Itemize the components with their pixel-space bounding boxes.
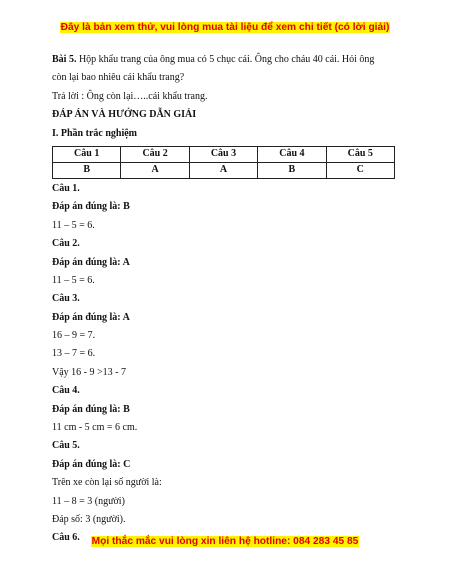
- table-answer-cell: A: [121, 162, 189, 178]
- question-1-answer: Đáp án đúng là: B: [52, 201, 130, 213]
- question-3-line: Vậy 16 - 9 >13 - 7: [52, 366, 126, 378]
- problem-answer-line: Trả lời : Ông còn lại…..cái khẩu trang.: [52, 90, 208, 102]
- question-2-line: 11 – 5 = 6.: [52, 274, 95, 286]
- answer-table: [52, 146, 395, 179]
- problem-5: [52, 54, 397, 66]
- answers-heading: ĐÁP ÁN VÀ HƯỚNG DẪN GIẢI: [52, 109, 197, 121]
- problem-text: Hộp khẩu trang của ông mua có 5 chục cái. Ông cho cháu 40 cái. Hỏi ông: [76, 54, 375, 65]
- question-6-title: Câu 6.: [52, 532, 80, 544]
- question-5-line: Đáp số: 3 (người).: [52, 513, 126, 525]
- question-4-line: 11 cm - 5 cm = 6 cm.: [52, 422, 138, 434]
- question-2-title: Câu 2.: [52, 238, 80, 250]
- preview-notice-banner: [0, 22, 450, 33]
- question-4-answer: Đáp án đúng là: B: [52, 403, 130, 415]
- question-1-line: 11 – 5 = 6.: [52, 219, 95, 231]
- table-answer-cell: B: [53, 162, 121, 178]
- table-answer-cell: C: [326, 162, 394, 178]
- answer-table-header-row: [53, 146, 395, 162]
- question-5-line: 11 – 8 = 3 (người): [52, 495, 125, 507]
- answer-table-row: [53, 162, 395, 178]
- hotline-banner: [0, 536, 450, 547]
- document-body: [52, 54, 397, 551]
- table-header-cell: Câu 1: [53, 146, 121, 162]
- question-3-title: Câu 3.: [52, 293, 80, 305]
- question-1-title: Câu 1.: [52, 182, 80, 194]
- section-title: I. Phần trắc nghiệm: [52, 127, 137, 139]
- question-5-line: Trên xe còn lại số người là:: [52, 477, 162, 489]
- hotline-text: Mọi thắc mắc vui lòng xin liên hệ hotline: 084 283 45 85: [91, 536, 359, 547]
- question-5-answer: Đáp án đúng là: C: [52, 458, 131, 470]
- table-header-cell: Câu 5: [326, 146, 394, 162]
- table-answer-cell: A: [189, 162, 257, 178]
- question-5-title: Câu 5.: [52, 440, 80, 452]
- question-2-answer: Đáp án đúng là: A: [52, 256, 130, 268]
- question-3-line: 13 – 7 = 6.: [52, 348, 96, 360]
- question-4-title: Câu 4.: [52, 385, 80, 397]
- preview-notice-text: Đây là bản xem thử, vui lòng mua tài liệu để xem chi tiết (có lời giải): [60, 22, 390, 33]
- table-header-cell: Câu 2: [121, 146, 189, 162]
- table-answer-cell: B: [258, 162, 326, 178]
- question-3-answer: Đáp án đúng là: A: [52, 311, 130, 323]
- question-3-line: 16 – 9 = 7.: [52, 330, 96, 342]
- table-header-cell: Câu 3: [189, 146, 257, 162]
- problem-label: Bài 5.: [52, 54, 77, 65]
- problem-text-cont: còn lại bao nhiêu cái khẩu trang?: [52, 72, 185, 84]
- table-header-cell: Câu 4: [258, 146, 326, 162]
